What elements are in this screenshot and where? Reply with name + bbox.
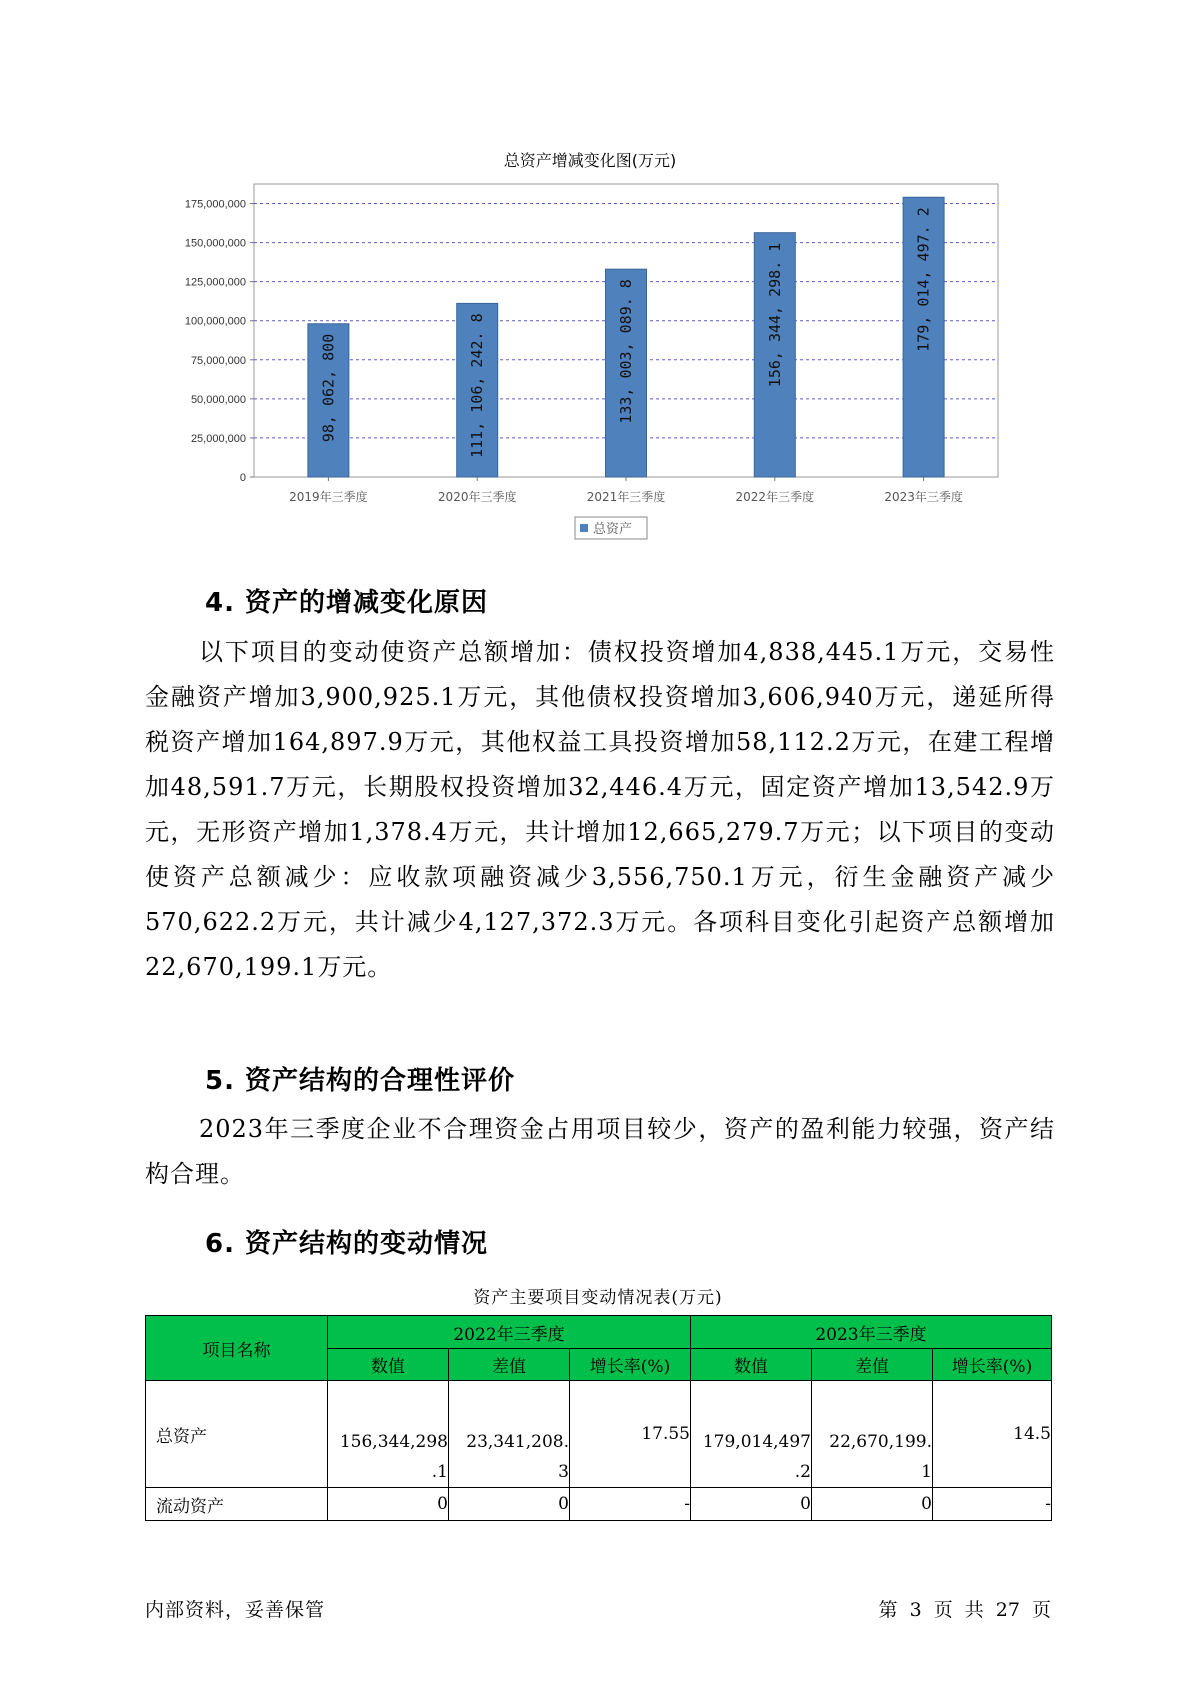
cell-rate-2023: 14.5 [933,1381,1052,1488]
total-assets-chart [160,140,1020,590]
row-name: 流动资产 [146,1488,328,1521]
x-category-label: 2022年三季度 [735,490,815,504]
cell-value-2023: 179,014,497 .2 [691,1381,812,1488]
y-tick-label: 150,000,000 [184,237,246,250]
row-name: 总资产 [146,1381,328,1488]
asset-change-table [145,1315,1052,1521]
header-diff-2023: 差值 [812,1349,933,1381]
section-6-heading: 6. 资产结构的变动情况 [205,1229,489,1259]
cell-value-2023: 0 [691,1488,812,1521]
x-category-label: 2019年三季度 [289,490,368,504]
chart-title: 总资产增减变化图(万元) [503,151,677,170]
header-value-2022: 数值 [328,1349,449,1381]
y-tick-label: 50,000,000 [190,393,246,406]
y-tick-label: 75,000,000 [190,354,246,367]
y-tick-label: 175,000,000 [184,198,246,211]
legend-label: 总资产 [593,522,633,537]
bar-value-label: 111, 106, 242. 8 [468,313,487,458]
legend-swatch [580,524,588,532]
cell-value-2022: 156,344,298 .1 [328,1381,449,1488]
header-value-2023: 数值 [691,1349,812,1381]
header-period-2022: 2022年三季度 [328,1316,691,1349]
header-rate-2023: 增长率(%) [933,1349,1052,1381]
header-period-2023: 2023年三季度 [691,1316,1052,1349]
cell-value-2022: 0 [328,1488,449,1521]
cell-diff-2023: 22,670,199. 1 [812,1381,933,1488]
table-row [146,1488,1052,1521]
cell-diff-2022: 23,341,208. 3 [449,1381,570,1488]
cell-diff-2023: 0 [812,1488,933,1521]
cell-rate-2023: - [933,1488,1052,1521]
table-row [146,1381,1052,1488]
bar-value-label: 179, 014, 497. 2 [914,207,933,352]
section-4-heading: 4. 资产的增减变化原因 [205,588,489,618]
y-tick-label: 25,000,000 [190,432,246,445]
x-category-label: 2020年三季度 [437,490,517,504]
table-title: 资产主要项目变动情况表(万元) [473,1288,723,1308]
bar-value-label: 133, 003, 089. 8 [617,279,635,424]
chart-canvas [160,140,1020,590]
section-4-paragraph: 以下项目的变动使资产总额增加：债权投资增加4,838,445.1万元，交易性金融资产增加3,900,925.1万元，其他债权投资增加3,606,940万元，递延所得税资产增加164,897.9万元，其他权益工具投资增加58,112.2万元，在建工程增加48,591.7万元，长期股权投资增加32,446.4万元，固定资产增加13,542.9万元，无形资产增加1,378.4万元，共计增加12,665,279.7万元；以下项目的变动使资产总额减少：应收款项融资减少3,556,750.1万元，衍生金融资产减少570,622.2万元，共计减少4,127,372.3万元。各项科目变化引起资产总额增加22,670,199.1万元。 [145,638,1055,981]
cell-diff-2022: 0 [449,1488,570,1521]
header-rate-2022: 增长率(%) [570,1349,691,1381]
bar-value-label: 156, 344, 298. 1 [765,242,784,388]
footer-page-number: 第 3 页 共 27 页 [878,1599,1051,1621]
cell-rate-2022: - [570,1488,691,1521]
section-5-paragraph: 2023年三季度企业不合理资金占用项目较少，资产的盈利能力较强，资产结构合理。 [145,1115,1055,1188]
section-5-heading: 5. 资产结构的合理性评价 [205,1066,516,1096]
x-category-label: 2021年三季度 [586,490,666,504]
footer-confidential-note: 内部资料，妥善保管 [145,1599,326,1621]
cell-rate-2022: 17.55 [570,1381,691,1488]
x-category-label: 2023年三季度 [884,490,963,504]
header-item-name: 项目名称 [146,1316,328,1381]
bar-value-label: 98, 062, 800 [319,333,338,443]
y-tick-label: 0 [239,472,246,484]
y-tick-label: 125,000,000 [184,276,246,289]
y-tick-label: 100,000,000 [184,315,246,328]
header-diff-2022: 差值 [449,1349,570,1381]
